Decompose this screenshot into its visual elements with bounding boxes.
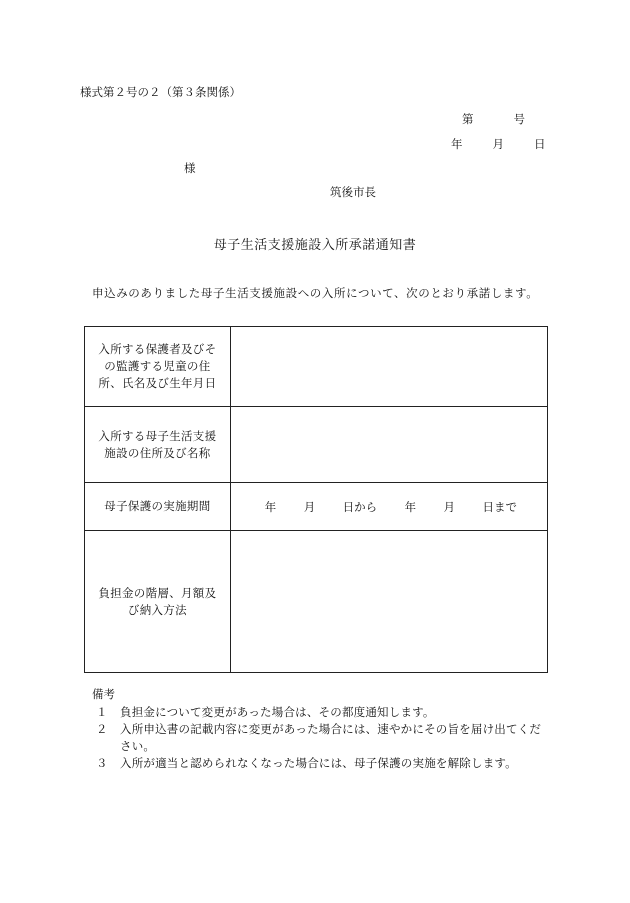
notes-section — [92, 686, 552, 772]
facility-value-cell — [230, 407, 547, 483]
table-row — [85, 531, 548, 673]
period-start-month: 月 — [303, 499, 316, 514]
notes-heading: 備考 — [92, 687, 115, 701]
note-text: 入所申込書の記載内容に変更があった場合には、速やかにその旨を届け出てください。 — [120, 722, 542, 753]
table-row — [85, 483, 548, 531]
document-number-suffix: 号 — [513, 112, 525, 126]
period-line — [231, 499, 547, 515]
row-label-fee: 負担金の階層、月額及び納入方法 — [85, 531, 231, 673]
note-text: 入所が適当と認められなくなった場合には、母子保護の実施を解除します。 — [120, 756, 517, 770]
form-number: 様式第２号の２（第３条関係） — [80, 85, 241, 99]
date-year: 年 — [451, 137, 463, 151]
period-end-day: 日まで — [482, 499, 517, 514]
note-item — [92, 755, 552, 772]
date-month: 月 — [492, 137, 504, 151]
period-end-year: 年 — [404, 499, 417, 514]
row-label-applicant: 入所する保護者及びその監護する児童の住所、氏名及び生年月日 — [85, 327, 231, 407]
note-item — [92, 704, 552, 721]
document-number-prefix: 第 — [462, 112, 474, 126]
period-value-cell — [230, 483, 547, 531]
table-row — [85, 407, 548, 483]
info-table — [84, 326, 548, 673]
note-number: ２ — [96, 722, 108, 736]
row-label-period: 母子保護の実施期間 — [85, 483, 231, 531]
note-number: １ — [96, 705, 108, 719]
period-start-day: 日から — [342, 499, 378, 514]
table-row — [85, 327, 548, 407]
document-title: 母子生活支援施設入所承諾通知書 — [213, 238, 417, 253]
document-date — [451, 136, 546, 152]
body-text: 申込みのありました母子生活支援施設への入所について、次のとおり承諾します。 — [92, 286, 539, 300]
row-label-facility: 入所する母子生活支援施設の住所及び名称 — [85, 407, 231, 483]
note-item — [92, 721, 552, 755]
issuer: 筑後市長 — [330, 185, 376, 199]
fee-value-cell — [230, 531, 547, 673]
date-day: 日 — [534, 137, 546, 151]
addressee: 様 — [184, 161, 196, 175]
note-number: ３ — [96, 756, 108, 770]
document-number — [462, 111, 525, 127]
applicant-value-cell — [230, 327, 547, 407]
period-end-month: 月 — [443, 499, 456, 514]
period-start-year: 年 — [264, 499, 277, 514]
note-text: 負担金について変更があった場合は、その都度通知します。 — [120, 705, 435, 719]
